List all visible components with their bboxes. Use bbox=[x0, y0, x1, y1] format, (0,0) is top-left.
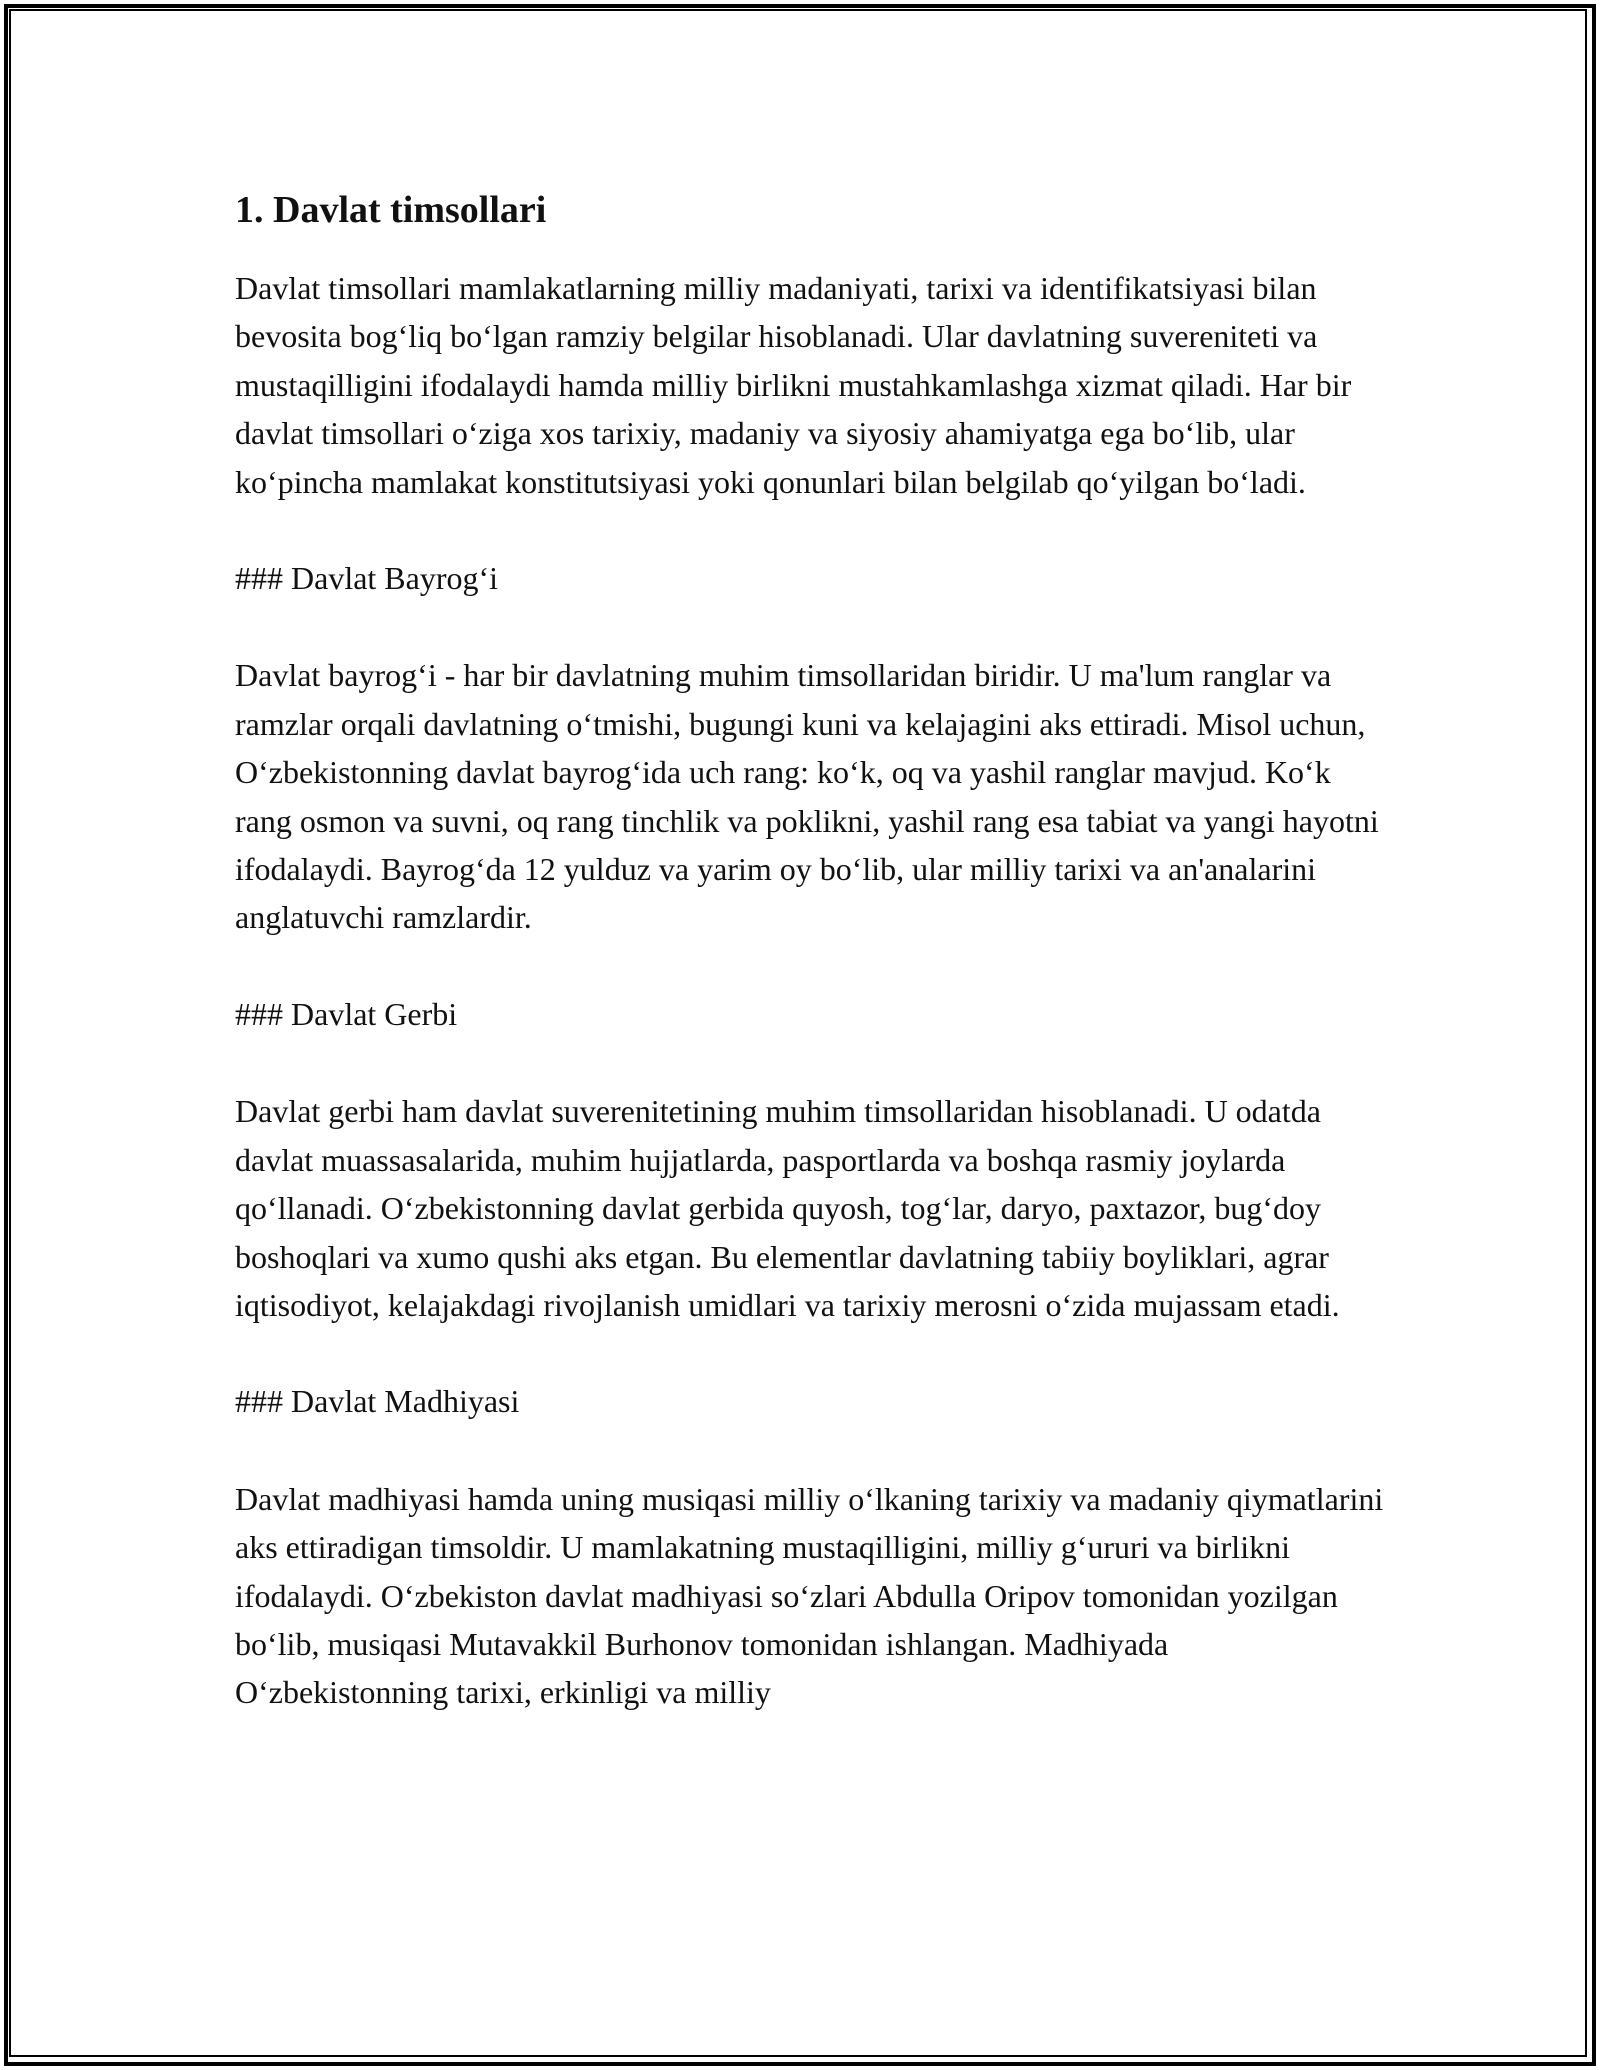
subheading-flag: ### Davlat Bayrog‘i bbox=[235, 560, 499, 597]
paragraph-anthem: Davlat madhiyasi hamda uning musiqasi milliy o‘lkaning tarixiy va madaniy qiymatlarini aks ettiradigan timsoldir. U mamlakatning mustaqilligini, milliy g‘ururi va birlikni ifodalaydi. O‘zbekiston davlat madhiyasi so‘zlari Abdulla Oripov tomonidan yozilgan bo‘lib, musiqasi Mutavakkil Burhonov tomonidan ishlangan. Madhiyada O‘zbekistonning tarixi, erkinligi va milliy bbox=[235, 1480, 1384, 1711]
paragraph-emblem: Davlat gerbi ham davlat suverenitetining muhim timsollaridan hisoblanadi. U odatda davlat muassasalarida, muhim hujjatlarda, pasportlarda va boshqa rasmiy joylarda qo‘llanadi. O‘zbekistonning davlat gerbida quyosh, tog‘lar, daryo, paxtazor, bug‘doy boshoqlari va xumo qushi aks etgan. Bu elementlar davlatning tabiiy boyliklari, agrar iqtisodiyot, kelajakdagi rivojlanish umidlari va tarixiy merosni o‘zida mujassam etadi. bbox=[235, 1093, 1340, 1323]
subheading-anthem: ### Davlat Madhiyasi bbox=[235, 1383, 520, 1420]
paragraph-flag: Davlat bayrog‘i - har bir davlatning muhim timsollaridan biridir. U ma'lum ranglar va ramzlar orqali davlatning o‘tmishi, bugungi kuni va kelajagini aks ettiradi. Misol uchun, O‘zbekistonning davlat bayrog‘ida uch rang: ko‘k, oq va yashil ranglar mavjud. Ko‘k rang osmon va suvni, oq rang tinchlik va poklikni, yashil rang esa tabiat va yangi hayotni ifodalaydi. Bayrog‘da 12 yulduz va yarim oy bo‘lib, ular milliy tarixi va an'analarini anglatuvchi ramzlardir. bbox=[235, 657, 1379, 936]
paragraph-intro: Davlat timsollari mamlakatlarning milliy madaniyati, tarixi va identifikatsiyasi bilan bevosita bog‘liq bo‘lgan ramziy belgilar hisoblanadi. Ular davlatning suvereniteti va mustaqilligini ifodalaydi hamda milliy birlikni mustahkamlashga xizmat qiladi. Har bir davlat timsollari o‘ziga xos tarixiy, madaniy va siyosiy ahamiyatga ega bo‘lib, ular ko‘pincha mamlakat konstitutsiyasi yoki qonunlari bilan belgilab qo‘yilgan bo‘ladi. bbox=[235, 270, 1352, 500]
subheading-emblem: ### Davlat Gerbi bbox=[235, 995, 458, 1032]
section-title: 1. Davlat timsollari bbox=[235, 189, 547, 231]
document-body bbox=[235, 186, 1385, 1765]
